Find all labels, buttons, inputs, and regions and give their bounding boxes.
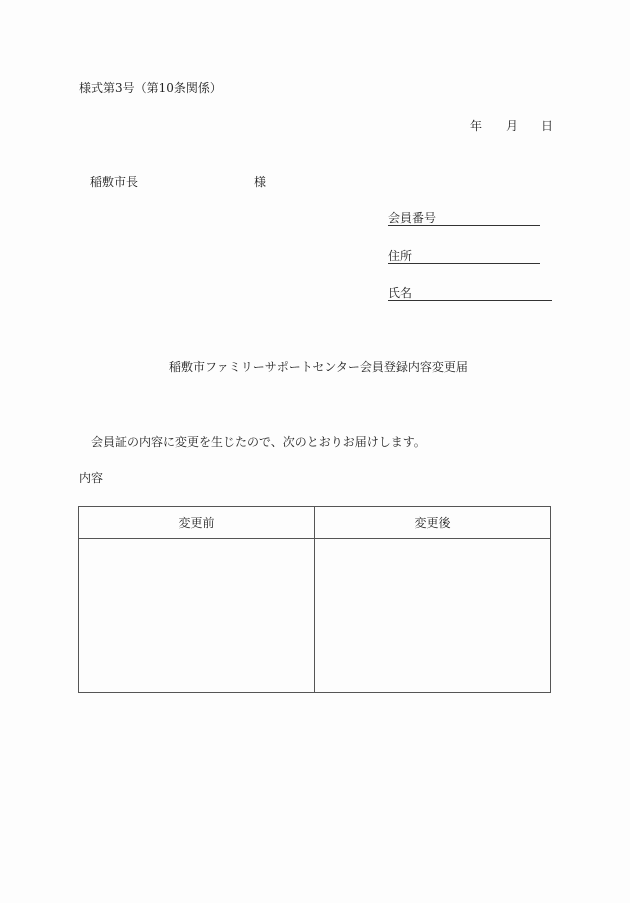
- section-label: 内容: [79, 471, 104, 485]
- address-field[interactable]: [388, 249, 540, 264]
- before-change-cell[interactable]: [79, 539, 315, 693]
- after-change-header: 変更後: [315, 507, 551, 539]
- changes-table: [78, 506, 551, 693]
- member-number-field[interactable]: [388, 211, 540, 226]
- member-number-label: 会員番号: [388, 211, 437, 225]
- addressee: 稲敷市長: [90, 175, 139, 189]
- date-month-label: 月: [506, 119, 519, 133]
- honorific: 様: [254, 175, 267, 189]
- table-row: [79, 539, 551, 693]
- table-header-row: [79, 507, 551, 539]
- date-year-label: 年: [470, 119, 483, 133]
- date-day-label: 日: [541, 119, 554, 133]
- before-change-header: 変更前: [79, 507, 315, 539]
- name-label: 氏名: [388, 286, 413, 300]
- address-label: 住所: [388, 249, 413, 263]
- date-line: [470, 119, 552, 133]
- form-number: 様式第3号（第10条関係）: [79, 81, 222, 95]
- body-text: 会員証の内容に変更を生じたので、次のとおりお届けします。: [91, 435, 426, 449]
- name-field[interactable]: [388, 286, 552, 301]
- after-change-cell[interactable]: [315, 539, 551, 693]
- document-title: 稲敷市ファミリーサポートセンター会員登録内容変更届: [169, 360, 468, 374]
